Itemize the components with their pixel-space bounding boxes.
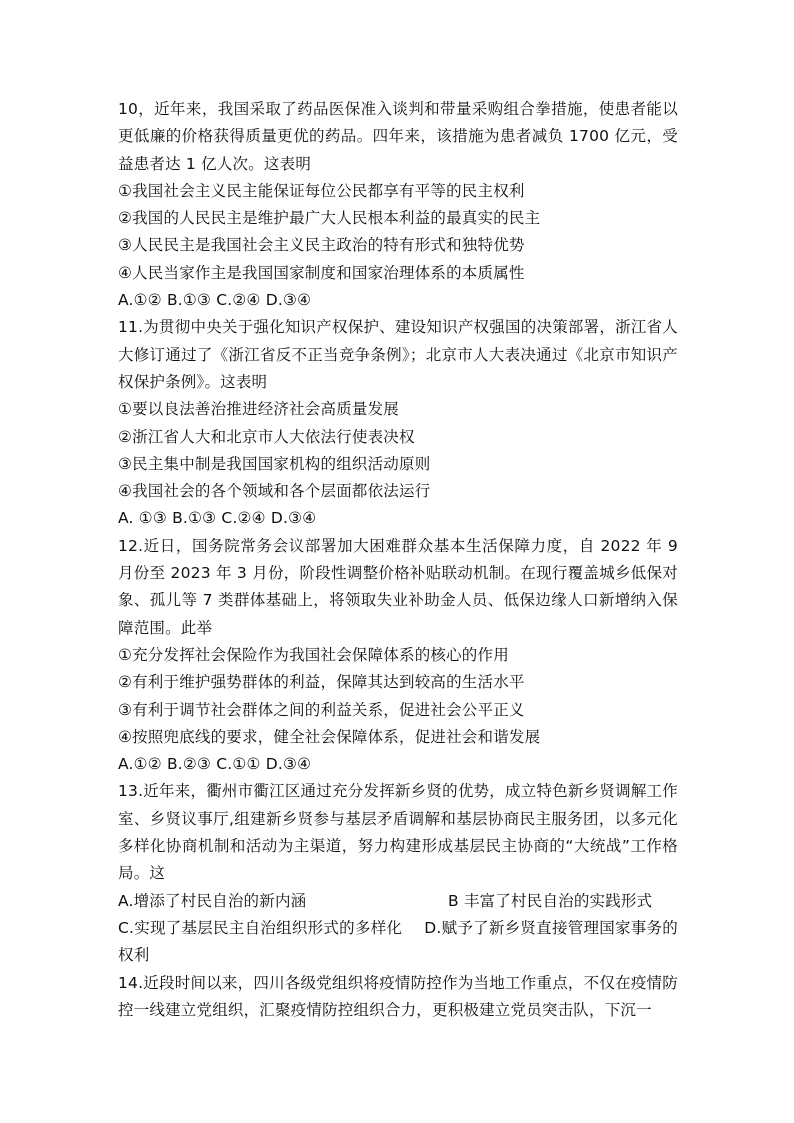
option-b: B 丰富了村民自治的实践形式: [448, 891, 653, 910]
question-12: [118, 533, 678, 779]
statement-item: ③民主集中制是我国国家机构的组织活动原则: [118, 454, 431, 473]
question-stem: 12.近日，国务院常务会议部署加大困难群众基本生活保障力度，自 2022 年 9 月份至 2023 年 3 月份，阶段性调整价格补贴联动机制。在现行覆盖城乡低保对象、孤儿等 7 类群体基础上，将领取失业补助金人员、低保边缘人口新增纳入保障范围。此举: [118, 536, 678, 637]
statement-item: ④按照兜底线的要求，健全社会保障体系，促进社会和谐发展: [118, 727, 541, 746]
option-d: D.赋予了新乡贤直接管理国家事务的权利: [118, 918, 679, 965]
statement-item: ②我国的人民民主是维护最广大人民根本利益的最真实的民主: [118, 209, 541, 228]
statement-item: ④人民当家作主是我国国家制度和国家治理体系的本质属性: [118, 263, 525, 282]
question-11: [118, 314, 678, 532]
question-stem: 13.近年来，衢州市衢江区通过充分发挥新乡贤的优势，成立特色新乡贤调解工作室、乡贤议事厅,组建新乡贤参与基层矛盾调解和基层协商民主服务团，以多元化多样化协商机制和活动为主渠道，努力构建形成基层民主协商的“大统战”工作格局。这: [118, 782, 678, 883]
exam-page: [118, 96, 678, 1024]
statement-item: ①充分发挥社会保险作为我国社会保障体系的核心的作用: [118, 645, 509, 664]
question-stem: 14.近段时间以来，四川各级党组织将疫情防控作为当地工作重点，不仅在疫情防控一线建立党组织，汇聚疫情防控组织合力，更积极建立党员突击队，下沉一: [118, 973, 678, 1019]
question-13: [118, 778, 678, 969]
statement-item: ②有利于维护强势群体的利益，保障其达到较高的生活水平: [118, 673, 525, 692]
question-stem: 10，近年来，我国采取了药品医保准入谈判和带量采购组合拳措施，使患者能以更低廉的价格获得质量更优的药品。四年来，该措施为患者减负 1700 亿元，受益患者达 1 亿人次。这表明: [118, 100, 678, 173]
answer-choices: A. ①③ B.①③ C.②④ D.③④: [118, 509, 317, 528]
statement-item: ①我国社会主义民主能保证每位公民都享有平等的民主权利: [118, 181, 525, 200]
statement-item: ②浙江省人大和北京市人大依法行使表决权: [118, 427, 415, 446]
statement-item: ①要以良法善治推进经济社会高质量发展: [118, 400, 399, 419]
question-10: [118, 96, 678, 314]
option-row: [118, 888, 678, 915]
statement-item: ③有利于调节社会群体之间的利益关系，促进社会公平正义: [118, 700, 525, 719]
option-c: C.实现了基层民主自治组织形式的多样化: [118, 918, 403, 937]
question-14: [118, 970, 678, 1025]
statement-item: ③人民民主是我国社会主义民主政治的特有形式和独特优势: [118, 236, 525, 255]
option-c-d: [118, 915, 678, 970]
statement-item: ④我国社会的各个领域和各个层面都依法运行: [118, 482, 431, 501]
answer-choices: A.①② B.②③ C.①① D.③④: [118, 755, 312, 774]
question-stem: 11.为贯彻中央关于强化知识产权保护、建设知识产权强国的决策部署，浙江省人大修订通过了《浙江省反不正当竞争条例》；北京市人大表决通过《北京市知识产权保护条例》。这表明: [118, 318, 678, 391]
answer-choices: A.①② B.①③ C.②④ D.③④: [118, 291, 312, 310]
option-a: A.增添了村民自治的新内涵: [118, 891, 307, 910]
